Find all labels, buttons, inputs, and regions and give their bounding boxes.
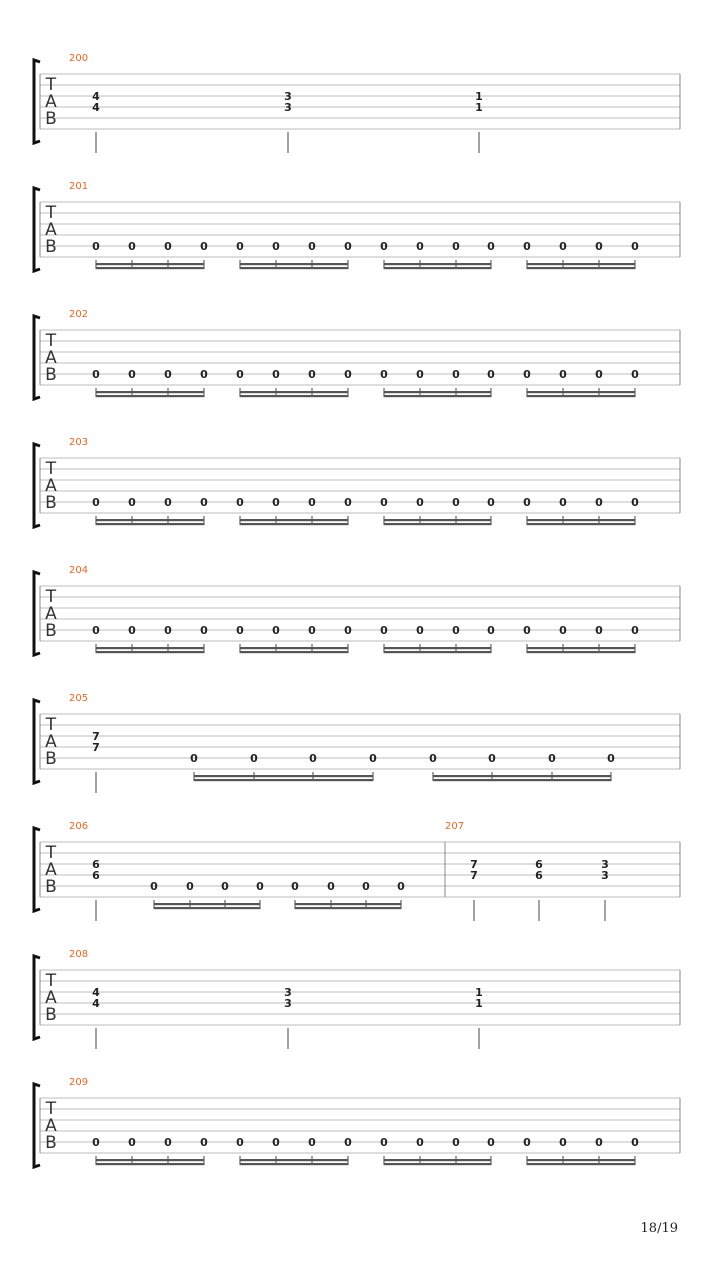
note-beam (433, 775, 611, 777)
tab-clef-letter-t: T (45, 1098, 57, 1119)
fret-number: 0 (344, 1136, 352, 1149)
fret-number: 3 (601, 869, 609, 882)
note-beam (527, 395, 635, 397)
fret-number: 0 (256, 880, 264, 893)
measure-number: 200 (69, 53, 89, 64)
fret-number: 0 (272, 240, 280, 253)
note-beam (384, 1163, 491, 1165)
fret-number: 0 (487, 368, 495, 381)
tab-clef-letter-b: B (45, 365, 57, 385)
measure-number: 203 (69, 437, 89, 448)
fret-number: 0 (487, 240, 495, 253)
system-bracket (34, 444, 40, 527)
fret-number: 0 (128, 240, 136, 253)
fret-number: 0 (523, 368, 531, 381)
fret-number: 0 (236, 240, 244, 253)
fret-number: 0 (344, 496, 352, 509)
note-beam (240, 519, 348, 521)
tab-clef-letter-a: A (45, 347, 57, 368)
fret-number: 0 (128, 496, 136, 509)
measure-number: 209 (69, 1077, 89, 1088)
fret-number: 0 (416, 1136, 424, 1149)
fret-number: 0 (452, 496, 460, 509)
fret-number: 0 (272, 496, 280, 509)
fret-number: 3 (284, 101, 292, 114)
tab-clef-letter-a: A (45, 91, 57, 112)
fret-number: 6 (535, 869, 543, 882)
fret-number: 0 (236, 496, 244, 509)
note-beam (384, 523, 491, 525)
tab-clef-letter-b: B (45, 749, 57, 769)
fret-number: 0 (487, 624, 495, 637)
note-beam (240, 395, 348, 397)
fret-number: 0 (369, 752, 377, 765)
fret-number: 0 (523, 240, 531, 253)
fret-number: 6 (92, 869, 100, 882)
fret-number: 0 (488, 752, 496, 765)
fret-number: 0 (128, 1136, 136, 1149)
fret-number: 0 (595, 624, 603, 637)
note-beam (240, 391, 348, 393)
tab-clef-letter-a: A (45, 475, 57, 496)
fret-number: 0 (200, 240, 208, 253)
fret-number: 0 (607, 752, 615, 765)
fret-number: 0 (559, 1136, 567, 1149)
fret-number: 0 (595, 240, 603, 253)
note-beam (527, 1163, 635, 1165)
fret-number: 0 (380, 496, 388, 509)
fret-number: 0 (362, 880, 370, 893)
tab-clef-letter-a: A (45, 603, 57, 624)
note-beam (96, 647, 204, 649)
fret-number: 0 (92, 624, 100, 637)
note-beam (240, 651, 348, 653)
note-beam (384, 651, 491, 653)
system-bracket (34, 572, 40, 655)
fret-number: 0 (452, 368, 460, 381)
tab-clef-letter-a: A (45, 1115, 57, 1136)
tab-clef-letter-b: B (45, 1005, 57, 1025)
measure-number: 202 (69, 309, 89, 320)
fret-number: 4 (92, 986, 100, 999)
tab-clef-letter-b: B (45, 493, 57, 513)
fret-number: 1 (475, 997, 483, 1010)
note-beam (154, 903, 260, 905)
fret-number: 3 (284, 986, 292, 999)
note-beam (240, 523, 348, 525)
fret-number: 0 (272, 1136, 280, 1149)
system-bracket (34, 60, 40, 143)
fret-number: 0 (631, 496, 639, 509)
fret-number: 0 (190, 752, 198, 765)
fret-number: 0 (200, 368, 208, 381)
fret-number: 7 (470, 858, 478, 871)
tab-clef-letter-a: A (45, 859, 57, 880)
fret-number: 0 (309, 752, 317, 765)
fret-number: 3 (284, 90, 292, 103)
measure-number: 208 (69, 949, 89, 960)
fret-number: 0 (380, 624, 388, 637)
note-beam (527, 391, 635, 393)
tab-clef-letter-t: T (45, 714, 57, 735)
system-bracket (34, 828, 40, 911)
fret-number: 0 (272, 368, 280, 381)
note-beam (527, 523, 635, 525)
fret-number: 0 (548, 752, 556, 765)
fret-number: 0 (559, 624, 567, 637)
fret-number: 0 (308, 496, 316, 509)
fret-number: 0 (128, 624, 136, 637)
fret-number: 0 (92, 368, 100, 381)
note-beam (384, 263, 491, 265)
note-beam (384, 395, 491, 397)
fret-number: 0 (416, 368, 424, 381)
fret-number: 0 (523, 496, 531, 509)
fret-number: 0 (236, 368, 244, 381)
tab-clef-letter-a: A (45, 219, 57, 240)
fret-number: 0 (164, 496, 172, 509)
fret-number: 0 (416, 624, 424, 637)
note-beam (240, 647, 348, 649)
fret-number: 6 (535, 858, 543, 871)
fret-number: 0 (200, 1136, 208, 1149)
note-beam (96, 391, 204, 393)
note-beam (384, 1159, 491, 1161)
note-beam (96, 395, 204, 397)
note-beam (96, 267, 204, 269)
fret-number: 1 (475, 90, 483, 103)
fret-number: 3 (284, 997, 292, 1010)
note-beam (194, 779, 373, 781)
fret-number: 0 (595, 368, 603, 381)
fret-number: 0 (631, 624, 639, 637)
fret-number: 0 (92, 1136, 100, 1149)
fret-number: 0 (452, 624, 460, 637)
system-bracket (34, 316, 40, 399)
note-beam (194, 775, 373, 777)
tab-clef-letter-t: T (45, 970, 57, 991)
fret-number: 0 (236, 624, 244, 637)
note-beam (384, 519, 491, 521)
note-beam (96, 523, 204, 525)
tab-clef-letter-a: A (45, 731, 57, 752)
measure-number: 205 (69, 693, 89, 704)
note-beam (527, 1159, 635, 1161)
note-beam (96, 651, 204, 653)
fret-number: 0 (291, 880, 299, 893)
note-beam (384, 267, 491, 269)
fret-number: 4 (92, 90, 100, 103)
fret-number: 0 (308, 624, 316, 637)
note-beam (295, 903, 401, 905)
system-bracket (34, 188, 40, 271)
fret-number: 0 (164, 368, 172, 381)
fret-number: 0 (186, 880, 194, 893)
system-bracket (34, 1084, 40, 1167)
fret-number: 0 (631, 368, 639, 381)
fret-number: 0 (221, 880, 229, 893)
fret-number: 0 (308, 368, 316, 381)
fret-number: 0 (92, 496, 100, 509)
fret-number: 7 (470, 869, 478, 882)
fret-number: 0 (452, 240, 460, 253)
note-beam (96, 1159, 204, 1161)
note-beam (96, 1163, 204, 1165)
fret-number: 0 (631, 1136, 639, 1149)
fret-number: 0 (344, 368, 352, 381)
measure-number: 201 (69, 181, 89, 192)
fret-number: 0 (523, 1136, 531, 1149)
fret-number: 0 (487, 496, 495, 509)
fret-number: 1 (475, 101, 483, 114)
fret-number: 0 (380, 368, 388, 381)
system-bracket (34, 956, 40, 1039)
fret-number: 0 (150, 880, 158, 893)
note-beam (96, 263, 204, 265)
tab-clef-letter-t: T (45, 586, 57, 607)
note-beam (384, 391, 491, 393)
fret-number: 0 (164, 240, 172, 253)
fret-number: 6 (92, 858, 100, 871)
tab-clef-letter-t: T (45, 74, 57, 95)
tab-clef-letter-t: T (45, 458, 57, 479)
note-beam (527, 519, 635, 521)
note-beam (154, 907, 260, 909)
fret-number: 0 (236, 1136, 244, 1149)
note-beam (527, 263, 635, 265)
fret-number: 0 (164, 1136, 172, 1149)
fret-number: 0 (429, 752, 437, 765)
fret-number: 4 (92, 997, 100, 1010)
fret-number: 0 (595, 496, 603, 509)
measure-number: 207 (445, 821, 465, 832)
fret-number: 0 (344, 240, 352, 253)
fret-number: 0 (344, 624, 352, 637)
fret-number: 0 (200, 624, 208, 637)
tab-clef-letter-t: T (45, 202, 57, 223)
fret-number: 0 (523, 624, 531, 637)
fret-number: 0 (272, 624, 280, 637)
note-beam (96, 519, 204, 521)
fret-number: 0 (164, 624, 172, 637)
note-beam (384, 647, 491, 649)
tab-clef-letter-b: B (45, 877, 57, 897)
fret-number: 3 (601, 858, 609, 871)
fret-number: 0 (380, 240, 388, 253)
note-beam (527, 647, 635, 649)
fret-number: 0 (200, 496, 208, 509)
fret-number: 1 (475, 986, 483, 999)
measure-number: 204 (69, 565, 89, 576)
tab-clef-letter-b: B (45, 109, 57, 129)
fret-number: 0 (595, 1136, 603, 1149)
fret-number: 0 (559, 368, 567, 381)
note-beam (240, 267, 348, 269)
measure-number: 206 (69, 821, 89, 832)
note-beam (295, 907, 401, 909)
tab-clef-letter-a: A (45, 987, 57, 1008)
fret-number: 7 (92, 730, 100, 743)
tab-clef-letter-b: B (45, 237, 57, 257)
fret-number: 7 (92, 741, 100, 754)
note-beam (527, 267, 635, 269)
note-beam (240, 1163, 348, 1165)
note-beam (527, 651, 635, 653)
fret-number: 0 (380, 1136, 388, 1149)
tab-clef-letter-t: T (45, 842, 57, 863)
note-beam (240, 1159, 348, 1161)
fret-number: 4 (92, 101, 100, 114)
page-number: 18/19 (640, 1221, 678, 1236)
note-beam (240, 263, 348, 265)
fret-number: 0 (559, 240, 567, 253)
fret-number: 0 (452, 1136, 460, 1149)
fret-number: 0 (250, 752, 258, 765)
fret-number: 0 (416, 496, 424, 509)
fret-number: 0 (487, 1136, 495, 1149)
fret-number: 0 (128, 368, 136, 381)
fret-number: 0 (92, 240, 100, 253)
tab-clef-letter-b: B (45, 1133, 57, 1153)
system-bracket (34, 700, 40, 783)
fret-number: 0 (308, 1136, 316, 1149)
fret-number: 0 (308, 240, 316, 253)
fret-number: 0 (416, 240, 424, 253)
fret-number: 0 (327, 880, 335, 893)
fret-number: 0 (397, 880, 405, 893)
fret-number: 0 (631, 240, 639, 253)
tab-clef-letter-b: B (45, 621, 57, 641)
fret-number: 0 (559, 496, 567, 509)
tab-clef-letter-t: T (45, 330, 57, 351)
note-beam (433, 779, 611, 781)
